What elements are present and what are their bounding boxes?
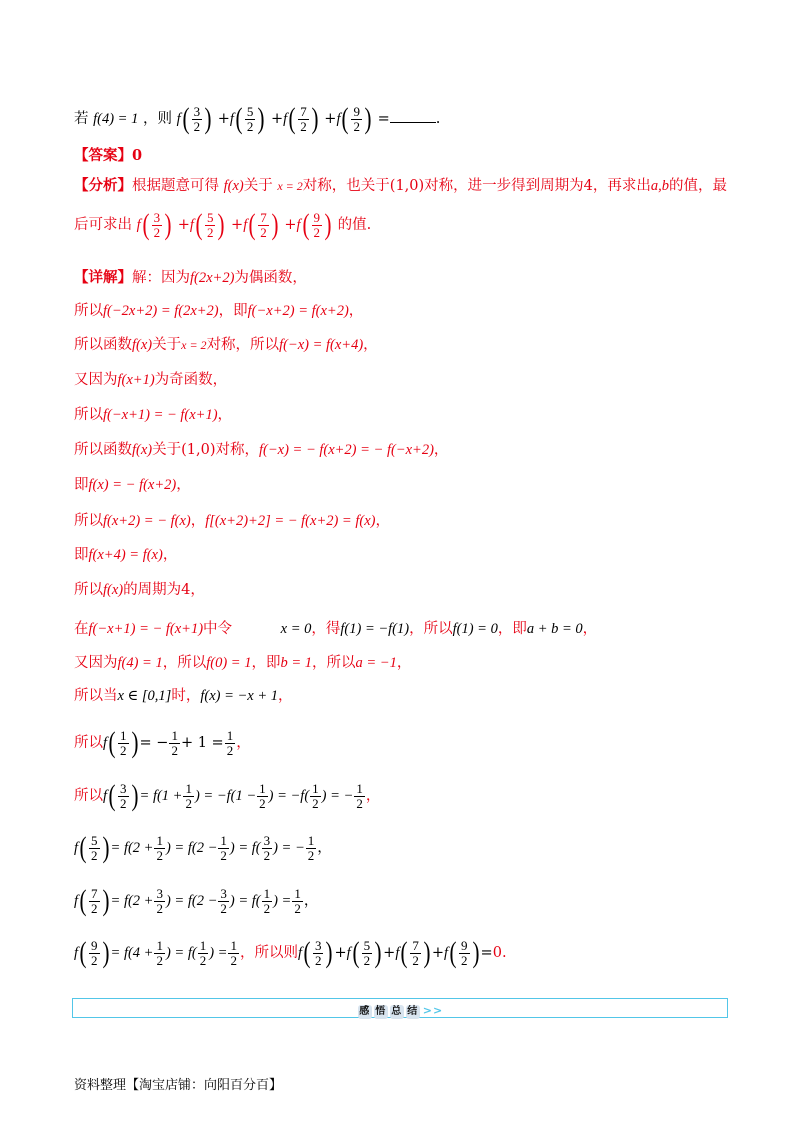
detail-intro: 【详解】解：因为f(2x+2)为偶函数， <box>74 269 307 286</box>
detail-line-5: 所以函数f(x)关于(1,0)对称，f(−x) = − f(x+2) = − f(−x+2)， <box>74 442 449 458</box>
detail-line-15: f( $\frac{5}{2}$ ) = f(2 + $\frac{1}{2}$ ) = f(2 − $\frac{1}{2}$ ) = f( $\frac{3}{2}$ ) = − $\frac{1}{2}$ ， <box>74 831 332 864</box>
analysis-line-2: 后可求出 f( $\frac{3}{2}$ ) +f( $\frac{5}{2}$ ) +f( $\frac{7}{2}$ ) +f( $\frac{9}{2}$ ) 的值. <box>74 208 372 241</box>
detail-line-2: 所以函数f(x)关于x = 2对称，所以f(−x) = f(x+4)， <box>74 337 378 353</box>
detail-line-11: 又因为f(4) = 1，所以f(0) = 1，即b = 1，所以a = −1， <box>74 655 412 671</box>
detail-line-6: 即f(x) = − f(x+2)， <box>74 477 191 493</box>
detail-line-8: 即f(x+4) = f(x)， <box>74 547 178 563</box>
footer-source: 资料整理【淘宝店铺：向阳百分百】 <box>74 1078 283 1093</box>
detail-line-13: 所以f( $\frac{1}{2}$ ) = − $\frac{1}{2}$ + 1 = $\frac{1}{2}$ ， <box>74 726 251 759</box>
summary-badge: 感 悟 总 结 >> <box>359 1004 444 1017</box>
detail-line-3: 又因为f(x+1)为奇函数， <box>74 372 228 388</box>
detail-line-1: 所以f(−2x+2) = f(2x+2)，即f(−x+2) = f(x+2)， <box>74 303 364 319</box>
detail-line-7: 所以f(x+2) = − f(x)，f[(x+2)+2] = − f(x+2) = f(x)， <box>74 513 390 529</box>
answer-line: 【答案】0 <box>74 147 143 164</box>
detail-line-9: 所以f(x)的周期为4， <box>74 582 205 598</box>
question-line: 若 f(4) = 1 ，则 f( $\frac{3}{2}$ ) +f( $\frac{5}{2}$ ) +f( $\frac{7}{2}$ ) +f( $\frac{9}{2}$ ) = . <box>74 102 441 135</box>
detail-line-12: 所以当x ∈ [0,1]时，f(x) = −x + 1， <box>74 688 293 704</box>
detail-line-10: 在f(−x+1) = − f(x+1)中令 x = 0，得f(1) = −f(1)，所以f(1) = 0，即a + b = 0， <box>74 621 598 637</box>
double-chevron-right-icon: >> <box>422 1004 444 1017</box>
detail-line-14: 所以f( $\frac{3}{2}$ ) = f(1 + $\frac{1}{2}$ ) = −f(1 − $\frac{1}{2}$ ) = −f( $\frac{1}{2}$ ) = − $\frac{1}{2}$ ， <box>74 779 381 812</box>
summary-section-header <box>72 998 728 1018</box>
detail-line-17: f( $\frac{9}{2}$ ) = f(4 + $\frac{1}{2}$ ) = f( $\frac{1}{2}$ ) = $\frac{1}{2}$ ，所以则f( $\frac{3}{2}$ ) +f( $\frac{5}{2}$ ) +f( $\frac{7}{2}$ ) +f( $\frac{9}{2}$ ) =0. <box>74 936 507 969</box>
condition: f(4) = 1 <box>93 111 139 127</box>
answer-blank <box>390 108 436 123</box>
detail-line-4: 所以f(−x+1) = − f(x+1)， <box>74 407 233 423</box>
analysis-line-1: 【分析】根据题意可得 f(x)关于 x = 2对称，也关于(1,0)对称，进一步得到周期为4，再求出a,b的值，最 <box>74 177 728 194</box>
detail-line-16: f( $\frac{7}{2}$ ) = f(2 + $\frac{3}{2}$ ) = f(2 − $\frac{3}{2}$ ) = f( $\frac{1}{2}$ ) = $\frac{1}{2}$ ， <box>74 884 319 917</box>
